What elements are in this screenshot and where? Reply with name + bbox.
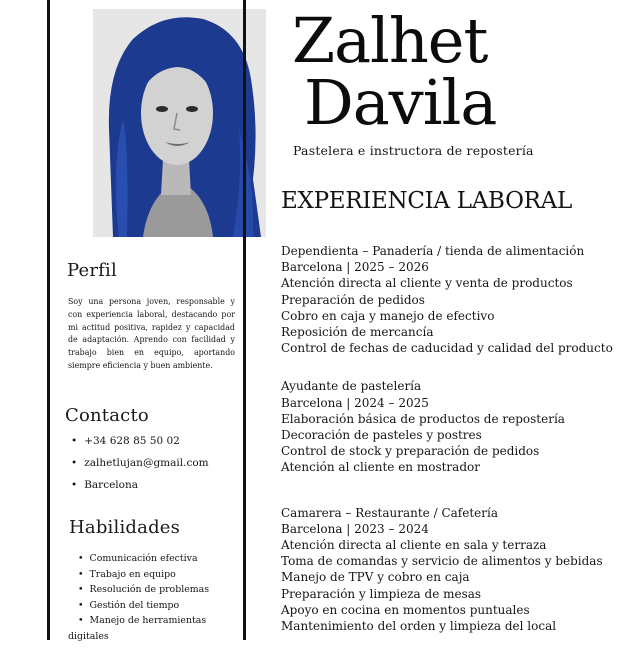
portrait-photo (93, 9, 266, 237)
job-task: Atención directa al cliente en sala y terraza (281, 538, 547, 553)
job-period: Barcelona | 2024 – 2025 (281, 395, 429, 410)
job-role: Dependienta – Panadería / tienda de alimentación (281, 244, 585, 258)
contact-list (71, 432, 241, 498)
job-entry (281, 378, 631, 475)
skill-item: • Trabajo en equipo (68, 567, 240, 583)
left-vertical-rule (47, 0, 50, 640)
contact-phone: • +34 628 85 50 02 (71, 432, 241, 454)
job-task: Elaboración básica de productos de repostería (281, 411, 565, 426)
job-role: Camarera – Restaurante / Cafetería (281, 505, 498, 520)
contact-heading: Contacto (65, 405, 149, 426)
job-entry (281, 243, 631, 356)
job-task: Atención al cliente en mostrador (281, 460, 480, 475)
job-task: Mantenimiento del orden y limpieza del local (281, 619, 557, 634)
skills-heading: Habilidades (69, 517, 181, 538)
full-name (292, 4, 622, 139)
experience-list (281, 243, 631, 656)
skill-item: • Manejo de herramientas digitales (68, 613, 240, 644)
job-task: Manejo de TPV y cobro en caja (281, 570, 470, 585)
contact-location: • Barcelona (71, 476, 241, 498)
last-name: Davila (304, 66, 497, 139)
job-task: Apoyo en cocina en momentos puntuales (281, 602, 530, 617)
job-task: Decoración de pasteles y postres (281, 428, 482, 443)
job-period: Barcelona | 2025 – 2026 (281, 260, 429, 275)
job-task: Atención directa al cliente y venta de productos (281, 276, 573, 291)
job-task: Control de fechas de caducidad y calidad del producto (281, 341, 613, 356)
job-entry (281, 505, 631, 635)
job-subtitle: Pastelera e instructora de repostería (293, 143, 534, 158)
skill-item: • Gestión del tiempo (68, 598, 240, 614)
profile-heading: Perfil (67, 260, 117, 281)
job-task: Preparación de pedidos (281, 292, 425, 307)
job-role: Ayudante de pastelería (281, 379, 422, 394)
job-task: Cobro en caja y manejo de efectivo (281, 308, 495, 323)
job-task: Toma de comandas y servicio de alimentos y bebidas (281, 554, 603, 569)
job-period: Barcelona | 2023 – 2024 (281, 521, 429, 536)
skill-item: • Comunicación efectiva (68, 551, 240, 567)
job-task: Reposición de mercancía (281, 325, 434, 340)
experience-heading: EXPERIENCIA LABORAL (281, 188, 572, 214)
job-task: Preparación y limpieza de mesas (281, 586, 482, 601)
first-name: Zalhet (292, 4, 488, 77)
job-task: Control de stock y preparación de pedidos (281, 444, 540, 459)
right-vertical-rule (243, 0, 246, 640)
contact-email: • zalhetlujan@gmail.com (71, 454, 241, 476)
portrait-illustration (93, 9, 266, 237)
skills-list (68, 551, 240, 645)
profile-text: Soy una persona joven, responsable y con experiencia laboral, destacando por mi actitud positiva, rapidez y capacidad de adaptación. Aprendo con facilidad y trabajo bien en equipo, aportando siempre eficiencia y buen ambiente. (68, 297, 235, 370)
skill-item: • Resolución de problemas (68, 582, 240, 598)
